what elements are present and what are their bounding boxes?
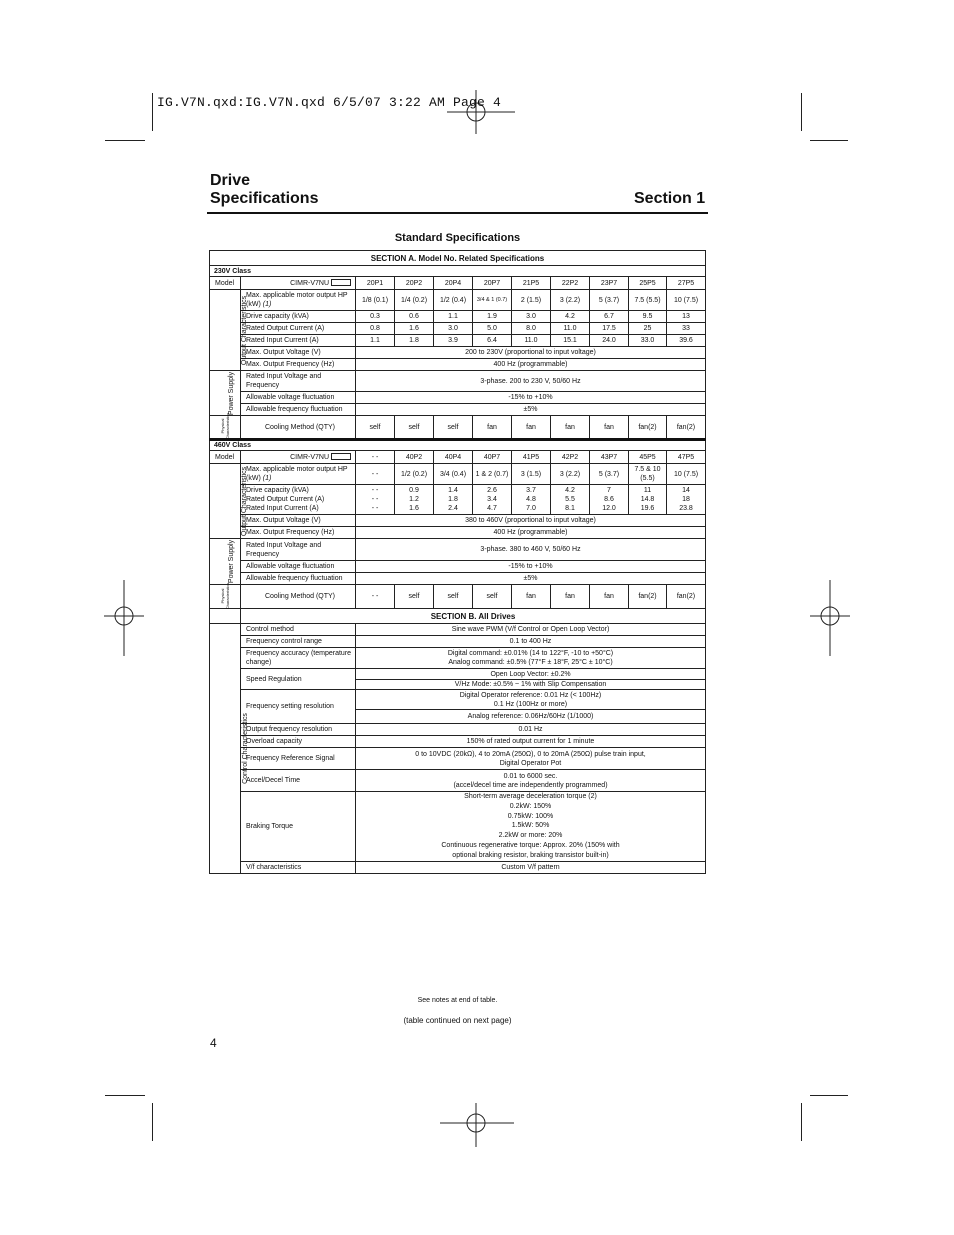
model-cell: 21P5 (512, 277, 551, 290)
max-voltage-value: 380 to 460V (proportional to input voltage) (356, 515, 706, 527)
rated-input-value: 3-phase. 200 to 230 V, 50/60 Hz (356, 371, 706, 392)
control-row-label: Control method (241, 624, 356, 636)
ratings-labels (241, 485, 356, 515)
frequency-fluctuation-label: Allowable frequency fluctuation (241, 404, 356, 416)
page-number: 4 (210, 1036, 217, 1050)
ratings-cell: 14 18 23.8 (667, 485, 706, 515)
section-label: Section 1 (634, 190, 706, 207)
rated-input-label: Rated Input Voltage and Frequency (241, 371, 356, 392)
input-current-cell: 3.9 (434, 335, 473, 347)
model-prefix: CIMR-V7NU (241, 277, 356, 290)
control-row-label: Frequency accuracy (temperature change) (241, 648, 356, 669)
crop-mark-top-right-h (810, 140, 848, 141)
section-b-heading: SECTION B. All Drives (241, 609, 706, 624)
input-current-cell: 15.1 (551, 335, 590, 347)
page-title-line1: Drive (210, 172, 251, 189)
cooling-cell: fan(2) (667, 416, 706, 440)
crop-mark-bottom-left-v (152, 1103, 153, 1141)
output-current-cell: 33 (667, 323, 706, 335)
cooling-cell: self (434, 585, 473, 609)
spec-table (209, 250, 706, 874)
input-current-cell: 11.0 (512, 335, 551, 347)
table-note: See notes at end of table. (417, 997, 498, 1004)
group-power-supply-460: Power Supply (210, 539, 241, 585)
note-ref: (1) (262, 301, 272, 308)
hp-cell: 1 & 2 (0.7) (473, 464, 512, 485)
output-current-cell: 25 (629, 323, 667, 335)
input-current-label: Rated Input Current (A) (241, 335, 356, 347)
model-cell: 41P5 (512, 451, 551, 464)
kva-cell: 13 (667, 311, 706, 323)
voltage-fluctuation-label: Allowable voltage fluctuation (241, 392, 356, 404)
input-current-cell: 24.0 (590, 335, 629, 347)
cooling-cell: self (356, 416, 395, 440)
cooling-cell: fan(2) (629, 416, 667, 440)
hp-cell: 2 (1.5) (512, 290, 551, 311)
control-row-value: Digital Operator reference: 0.01 Hz (< 100Hz) 0.1 Hz (100Hz or more) Analog reference: 0.06Hz/60Hz (1/1000) (356, 690, 706, 724)
output-current-cell: 5.0 (473, 323, 512, 335)
output-current-cell: 3.0 (434, 323, 473, 335)
ratings-cell: 0.9 1.2 1.6 (395, 485, 434, 515)
class-460v-heading: 460V Class (210, 440, 706, 451)
control-row-label: Frequency control range (241, 636, 356, 648)
model-prefix: CIMR-V7NU (241, 451, 356, 464)
cooling-cell: fan (590, 585, 629, 609)
model-cell: 45P5 (629, 451, 667, 464)
kva-cell: 3.0 (512, 311, 551, 323)
control-row-label: Overload capacity (241, 736, 356, 748)
class-230v-heading: 230V Class (210, 266, 706, 277)
hp-label: Max. applicable motor output HP (kW) (1) (241, 290, 356, 311)
crop-mark-bottom-right-v (801, 1103, 802, 1141)
control-row-label: Accel/Decel Time (241, 770, 356, 792)
hp-cell: 7.5 (5.5) (629, 290, 667, 311)
model-cell: 40P2 (395, 451, 434, 464)
kva-label: Drive capacity (kVA) (241, 311, 356, 323)
cooling-cell: fan (551, 416, 590, 440)
group-physical-characteristics-230: Physical Characteristics (210, 416, 241, 440)
cooling-cell: fan (590, 416, 629, 440)
max-frequency-label: Max. Output Frequency (Hz) (241, 359, 356, 371)
cooling-cell: fan (512, 585, 551, 609)
model-cell: 25P5 (629, 277, 667, 290)
hp-cell: 3 (1.5) (512, 464, 551, 485)
control-row-value: Custom V/f pattern (356, 861, 706, 873)
hp-cell: - - (356, 464, 395, 485)
rated-input-label: Rated Input Voltage and Frequency (241, 539, 356, 561)
hp-cell: 1/2 (0.2) (395, 464, 434, 485)
kva-cell: 4.2 (551, 311, 590, 323)
crop-mark-top-left-h (105, 140, 145, 141)
input-current-cell: 39.6 (667, 335, 706, 347)
model-suffix-box (331, 453, 351, 460)
control-row-value: 0 to 10VDC (20kΩ), 4 to 20mA (250Ω), 0 to 20mA (250Ω) pulse train input, Digital Operator Pot (356, 748, 706, 770)
model-cell: 23P7 (590, 277, 629, 290)
frequency-fluctuation-value: ±5% (356, 404, 706, 416)
cooling-cell: fan(2) (629, 585, 667, 609)
model-cell: 27P5 (667, 277, 706, 290)
registration-mark-bottom (440, 1103, 516, 1147)
hp-cell: 1/2 (0.4) (434, 290, 473, 311)
model-cell: 22P2 (551, 277, 590, 290)
cooling-cell: fan(2) (667, 585, 706, 609)
ratings-cell: 7 8.6 12.0 (590, 485, 629, 515)
hp-cell: 10 (7.5) (667, 464, 706, 485)
max-voltage-label: Max. Output Voltage (V) (241, 515, 356, 527)
ratings-cell: - - - - - - (356, 485, 395, 515)
control-row-value: 0.01 to 6000 sec. (accel/decel time are independently programmed) (356, 770, 706, 792)
cooling-cell: self (473, 585, 512, 609)
model-label: Model (210, 277, 241, 290)
ratings-cell: 11 14.8 19.6 (629, 485, 667, 515)
file-slug: IG.V7N.qxd:IG.V7N.qxd 6/5/07 3:22 AM Page 4 (157, 95, 502, 110)
kva-cell: 1.9 (473, 311, 512, 323)
note-ref: (1) (262, 475, 272, 482)
frequency-fluctuation-label: Allowable frequency fluctuation (241, 573, 356, 585)
group-physical-characteristics-460: Physical Characteristics (210, 585, 241, 609)
hp-cell: 3/4 & 1 (0.7) (473, 290, 512, 311)
hp-cell: 5 (3.7) (590, 290, 629, 311)
group-output-characteristics-230: Output Characteristics (210, 290, 241, 371)
control-row-label: Braking Torque (241, 792, 356, 862)
rated-input-value: 3-phase. 380 to 460 V, 50/60 Hz (356, 539, 706, 561)
hp-cell: 1/8 (0.1) (356, 290, 395, 311)
control-row-value: Digital command: ±0.01% (14 to 122°F, -10 to +50°C) Analog command: ±0.5% (77°F ± 18°F, 25°C ± 10°C) (356, 648, 706, 669)
max-frequency-value: 400 Hz (programmable) (356, 527, 706, 539)
cooling-cell: self (395, 585, 434, 609)
ratings-cell: 3.7 4.8 7.0 (512, 485, 551, 515)
input-current-cell: 1.8 (395, 335, 434, 347)
header-rule (207, 212, 708, 214)
output-current-cell: 1.6 (395, 323, 434, 335)
cooling-cell: fan (512, 416, 551, 440)
row-460-model (210, 451, 706, 464)
control-row-label: Frequency Reference Signal (241, 748, 356, 770)
group-power-supply-230: Power Supply (210, 371, 241, 416)
output-current-cell: 17.5 (590, 323, 629, 335)
model-cell: - - (356, 451, 395, 464)
cooling-cell: fan (473, 416, 512, 440)
control-row-label: Speed Regulation (241, 669, 356, 690)
model-cell: 20P4 (434, 277, 473, 290)
cooling-cell: self (395, 416, 434, 440)
voltage-fluctuation-label: Allowable voltage fluctuation (241, 561, 356, 573)
group-control-characteristics: Control Characteristics (210, 624, 241, 874)
page-title-line2: Specifications (210, 190, 319, 207)
output-current-label: Rated Output Current (A) (241, 323, 356, 335)
control-row-value: 0.01 Hz (356, 724, 706, 736)
crop-mark-bottom-left-h (105, 1095, 145, 1096)
hp-cell: 5 (3.7) (590, 464, 629, 485)
kva-cell: 0.6 (395, 311, 434, 323)
control-row-value: 150% of rated output current for 1 minute (356, 736, 706, 748)
cooling-method-label: Cooling Method (QTY) (241, 585, 356, 609)
output-current-cell: 0.8 (356, 323, 395, 335)
control-row-value: Short-term average deceleration torque (2) 0.2kW: 150% 0.75kW: 100% 1.5kW: 50% 2.2kW or more: 20% Continuous regenerative torque: Approx. 20% (150% with optional braking resistor, braking transistor built-in) (356, 792, 706, 862)
kva-label: Drive capacity (kVA) (246, 487, 309, 494)
ratings-cell: 2.6 3.4 4.7 (473, 485, 512, 515)
voltage-fluctuation-value: -15% to +10% (356, 392, 706, 404)
output-current-label: Rated Output Current (A) (246, 496, 325, 503)
max-voltage-label: Max. Output Voltage (V) (241, 347, 356, 359)
hp-cell: 1/4 (0.2) (395, 290, 434, 311)
model-cell: 20P2 (395, 277, 434, 290)
model-cell: 42P2 (551, 451, 590, 464)
model-label: Model (210, 451, 241, 464)
input-current-cell: 6.4 (473, 335, 512, 347)
section-a-heading: SECTION A. Model No. Related Specifications (210, 251, 706, 266)
hp-cell: 7.5 & 10 (5.5) (629, 464, 667, 485)
model-cell: 47P5 (667, 451, 706, 464)
control-row-value: Sine wave PWM (V/f Control or Open Loop Vector) (356, 624, 706, 636)
ratings-cell: 4.2 5.5 8.1 (551, 485, 590, 515)
control-row-label: Frequency setting resolution (241, 690, 356, 724)
input-current-label: Rated Input Current (A) (246, 505, 319, 512)
group-output-characteristics-460: Output Characteristics (210, 464, 241, 539)
hp-cell: 3/4 (0.4) (434, 464, 473, 485)
registration-mark-right (810, 580, 850, 656)
crop-mark-bottom-right-h (810, 1095, 848, 1096)
cooling-cell: self (434, 416, 473, 440)
row-230-model (210, 277, 706, 290)
model-cell: 40P4 (434, 451, 473, 464)
crop-mark-top-left-v (152, 93, 153, 131)
kva-cell: 6.7 (590, 311, 629, 323)
max-voltage-value: 200 to 230V (proportional to input voltage) (356, 347, 706, 359)
frequency-fluctuation-value: ±5% (356, 573, 706, 585)
page-title (210, 172, 318, 208)
control-row-value: 0.1 to 400 Hz (356, 636, 706, 648)
hp-cell: 3 (2.2) (551, 464, 590, 485)
cooling-cell: fan (551, 585, 590, 609)
hp-cell: 10 (7.5) (667, 290, 706, 311)
table-continued-note: (table continued on next page) (403, 1016, 512, 1025)
crop-mark-top-right-v (801, 93, 802, 131)
model-cell: 20P7 (473, 277, 512, 290)
control-row-label: Output frequency resolution (241, 724, 356, 736)
output-current-cell: 8.0 (512, 323, 551, 335)
voltage-fluctuation-value: -15% to +10% (356, 561, 706, 573)
model-suffix-box (331, 279, 351, 286)
model-cell: 43P7 (590, 451, 629, 464)
ratings-cell: 1.4 1.8 2.4 (434, 485, 473, 515)
kva-cell: 9.5 (629, 311, 667, 323)
model-cell: 20P1 (356, 277, 395, 290)
cooling-cell: - - (356, 585, 395, 609)
control-row-value: Open Loop Vector: ±0.2% V/Hz Mode: ±0.5% ~ 1% with Slip Compensation (356, 669, 706, 690)
hp-label: Max. applicable motor output HP (kW) (1) (241, 464, 356, 485)
max-frequency-value: 400 Hz (programmable) (356, 359, 706, 371)
registration-mark-left (104, 580, 144, 656)
cooling-method-label: Cooling Method (QTY) (241, 416, 356, 440)
control-row-label: V/f characteristics (241, 861, 356, 873)
max-frequency-label: Max. Output Frequency (Hz) (241, 527, 356, 539)
output-current-cell: 11.0 (551, 323, 590, 335)
table-title: Standard Specifications (394, 232, 521, 244)
model-cell: 40P7 (473, 451, 512, 464)
kva-cell: 0.3 (356, 311, 395, 323)
input-current-cell: 33.0 (629, 335, 667, 347)
hp-cell: 3 (2.2) (551, 290, 590, 311)
kva-cell: 1.1 (434, 311, 473, 323)
input-current-cell: 1.1 (356, 335, 395, 347)
